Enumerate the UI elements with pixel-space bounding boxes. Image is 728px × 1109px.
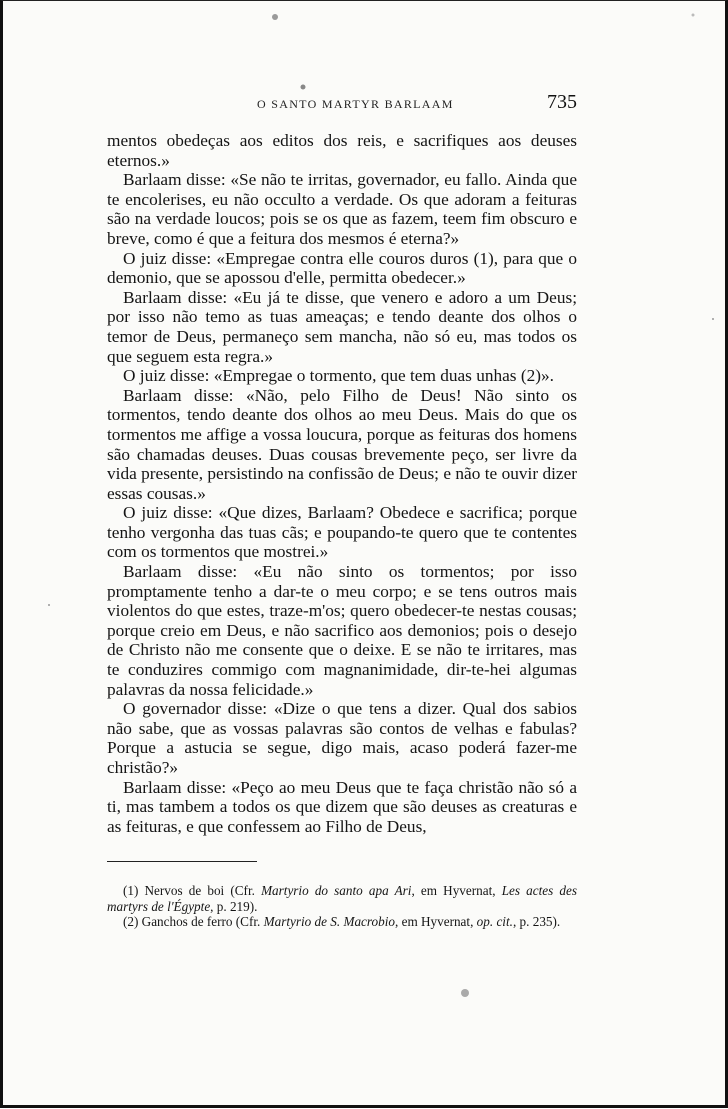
footnote-divider [107,861,257,862]
footnote: (1) Nervos de boi (Cfr. Martyrio do santo apa Ari, em Hyvernat, Les actes des martyrs de l'Égypte, p. 219). [107,883,577,914]
paragraph: O juiz disse: «Que dizes, Barlaam? Obedece e sacrifica; porque tenho vergonha das tuas cãs; e poupando-te quero que te contentes com os tormentos que mostrei.» [107,503,577,562]
paragraph: O juiz disse: «Empregae o tormento, que tem duas unhas (2)». [123,366,554,386]
paragraph: mentos obedeças aos editos dos reis, e sacrifiques aos deuses eternos.» [107,131,577,170]
paragraph: O governador disse: «Dize o que tens a dizer. Qual dos sabios não sabe, que as vossas palavras são contos de velhas e fabulas? Porque a astucia se segue, digo mais, acaso poderá fazer-me christão?» [107,699,577,777]
paragraph: Barlaam disse: «Eu já te disse, que venero e adoro a um Deus; por isso não temo as tuas ameaças; e tendo deante dos olhos o temor de Deus, permaneço sem mancha, não só eu, mas todos os que seguem esta regra.» [107,287,577,366]
paragraph: Barlaam disse: «Não, pelo Filho de Deus! Não sinto os tormentos, tendo deante dos olhos ao meu Deus. Mais do que os tormentos me affige a vossa loucura, porque as feituras dos homens são chamadas deuses. Duas cousas brevemente peço, ser livre da vida presente, persistindo na confissão de Deus; e não te ouvir dizer essas cousas.» [107,385,577,503]
page-number: 735 [547,91,577,113]
footnote: (2) Ganchos de ferro (Cfr. Martyrio de S. Macrobio, em Hyvernat, op. cit., p. 235). [123,914,561,930]
running-header [107,91,577,114]
main-text [107,131,577,836]
footnotes [107,883,577,930]
paragraph: O juiz disse: «Empregae contra elle couros duros (1), para que o demonio, que se apossou d'elle, permitta obedecer.» [107,248,577,288]
paragraph: Barlaam disse: «Se não te irritas, governador, eu fallo. Ainda que te encolerises, eu não occulto a verdade. Os que adoram a feituras são na verdade loucos; pois se os que as fazem, teem fim obscuro e breve, como é que a feitura dos mesmos é eterna?» [107,170,577,248]
paragraph: Barlaam disse: «Eu não sinto os tormentos; por isso promptamente tenho a dar-te o meu corpo; e se tens outros mais violentos do que estes, traze-m'os; quero obedecer-te nestas cousas; porque creio em Deus, e não sacrifico aos demonios; pois o desejo de Christo não me consente que o deixe. E se não te irritares, mas te conduzires commigo com magnanimidade, dir-te-hei algumas palavras da nossa felicidade.» [107,562,577,699]
running-title: O SANTO MARTYR BARLAAM [257,97,454,111]
paragraph: Barlaam disse: «Peço ao meu Deus que te faça christão não só a ti, mas tambem a todos os que dizem que são deuses as creaturas e as feituras, e que confessem ao Filho de Deus, [107,777,577,836]
